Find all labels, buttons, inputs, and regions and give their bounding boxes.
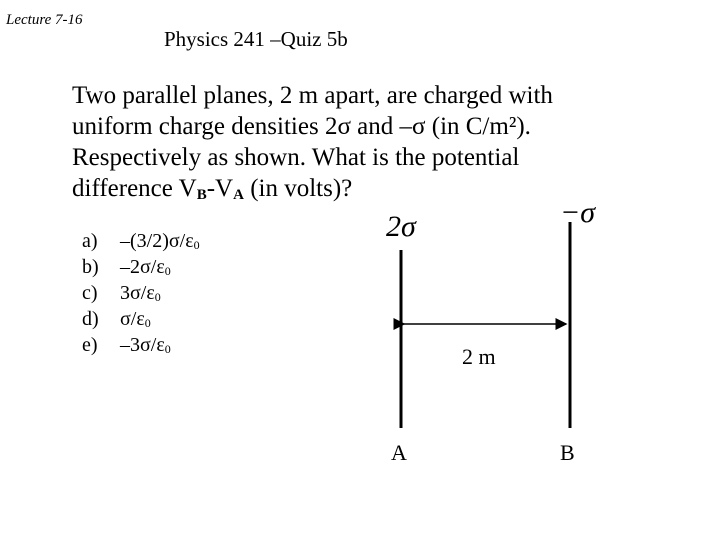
left-plane-charge-label: 2σ: [386, 210, 416, 243]
lecture-label: Lecture 7-16: [6, 12, 83, 28]
plane-b-label: B: [560, 440, 575, 465]
answer-expression: –2σ/ε: [120, 256, 165, 278]
answer-letter: c): [82, 282, 98, 304]
separation-label: 2 m: [462, 344, 496, 369]
answer-letter: d): [82, 308, 99, 330]
question-line-2: uniform charge densities 2σ and –σ (in C/m²).: [72, 113, 531, 140]
answer-subscript: 0: [193, 238, 200, 252]
right-plane-charge-label: −σ: [560, 196, 596, 229]
answer-subscript: 0: [164, 342, 171, 356]
answer-letter: e): [82, 334, 98, 356]
question-line-1: Two parallel planes, 2 m apart, are charged with: [72, 82, 553, 109]
answer-letter: a): [82, 230, 98, 252]
subscript-b: B: [196, 187, 207, 203]
page-title: Physics 241 –Quiz 5b: [164, 27, 348, 51]
subscript-a: A: [233, 187, 244, 203]
answer-subscript: 0: [144, 316, 151, 330]
answer-subscript: 0: [164, 264, 171, 278]
answer-subscript: 0: [154, 290, 161, 304]
answer-expression: –3σ/ε: [120, 334, 165, 356]
plane-a-label: A: [391, 440, 407, 465]
question-line-4-prefix: difference V: [72, 175, 197, 202]
question-line-4-mid: -V: [206, 175, 234, 202]
answer-expression: σ/ε: [120, 308, 145, 330]
question-line-4-suffix: (in volts)?: [243, 175, 353, 202]
answer-letter: b): [82, 256, 99, 278]
question-line-3: Respectively as shown. What is the potential: [72, 144, 520, 171]
answer-expression: –(3/2)σ/ε: [120, 230, 194, 252]
answer-expression: 3σ/ε: [120, 282, 155, 304]
